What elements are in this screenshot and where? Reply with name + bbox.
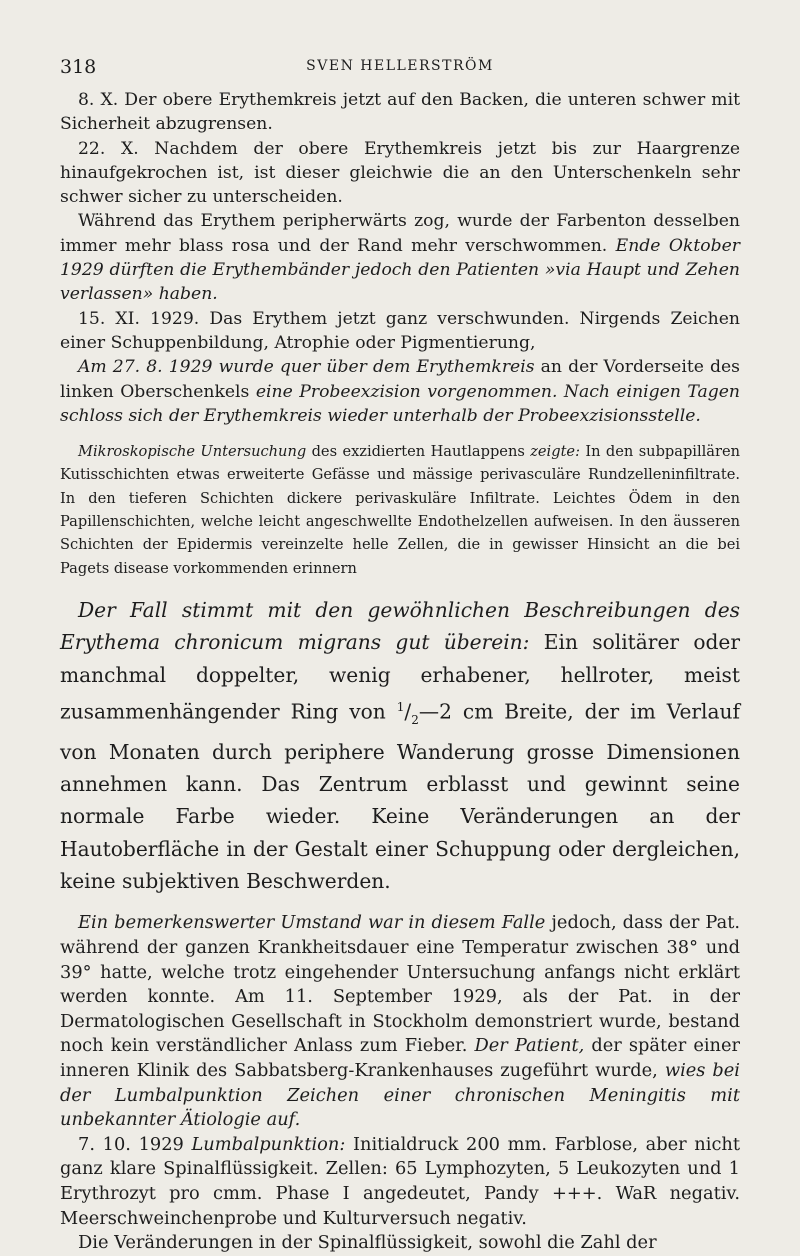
microscopy-paragraph — [60, 440, 740, 580]
remark-text-1: jedoch, dass der Pat. während der ganzen Krankheitsdauer eine Temperatur zwischen 38° und 39° hatte, welche trotz eingehender Untersuchung anfangs nicht erklärt werden konnte. Am 11. September 1929, als der Pat. in der Dermatologischen Gesellschaft in Stockholm demonstriert wurde, bestand noch kein verständlicher Anlass zum Fieber. — [60, 912, 740, 1057]
remark-italic-2: Der Patient, — [474, 1035, 585, 1057]
probeexzision-italic-1: Am 27. 8. 1929 wurde quer über dem Erythemkreis — [78, 357, 535, 378]
erythem-farbe-text: Während das Erythem peripherwärts zog, wurde der Farbenton desselben immer mehr blass rosa und der Rand mehr verschwommen. — [60, 211, 740, 256]
fraction-denominator: 2 — [411, 712, 419, 727]
case-note-22-x: 22. X. Nachdem der obere Erythemkreis jetzt bis zur Haargrenze hinaufgekrochen ist, ist dieser gleichwie die an den Unterschenkeln sehr schwer sicher zu unterscheiden. — [60, 138, 740, 208]
book-page — [60, 52, 740, 1256]
microscopy-text-2: In den subpapillären Kutisschichten etwas erweiterte Gefässe und mässige perivasculäre Rundzelleninfiltrate. In den tieferen Schichten dickere perivaskuläre Infiltrate. Leichtes Ödem in den Papillenschichten, welche leicht angeschwellte Endothelzellen aufweisen. In den äusseren Schichten der Epidermis vereinzelte helle Zellen, die in gewisser Hinsicht an die bei Pagets disease vorkommenden erinnern — [60, 443, 741, 577]
summary-text-1: Ein solitärer oder manchmal doppelter, wenig erhabener, hellroter, meist zusammenhängender Ring von — [60, 630, 740, 724]
microscopy-heading: Mikroskopische Untersuchung — [78, 443, 307, 461]
remark-paragraph — [60, 911, 740, 1132]
lumbar-italic: Lumbalpunktion: — [191, 1133, 346, 1155]
fraction-numerator: 1 — [396, 699, 405, 714]
probeexzision-italic-2: eine Probeexzision vorgenommen. Nach einigen Tagen schloss sich der Erythemkreis wieder unterhalb der Probeexzisionsstelle. — [60, 381, 741, 426]
remark-italic-1: Ein bemerkenswerter Umstand war in diesem Falle — [78, 912, 546, 934]
erythem-farbe-italic: Ende Oktober 1929 dürften die Erythembänder jedoch den Patienten »via Haupt und Zehen verlassen» haben. — [60, 235, 741, 305]
summary-text-2: —2 cm Breite, der im Verlauf von Monaten durch periphere Wanderung grosse Dimensionen annehmen kann. Das Zentrum erblasst und gewinnt seine normale Farbe wieder. Keine Veränderungen an der Hautoberfläche in der Gestalt einer Schuppung oder dergleichen, keine subjektiven Beschwerden. — [60, 699, 741, 894]
running-head: SVEN HELLERSTRÖM — [306, 58, 494, 74]
summary-italic: Der Fall stimmt mit den gewöhnlichen Beschreibungen des Erythema chronicum migrans gut überein: — [60, 597, 740, 655]
case-note-15-xi: 15. XI. 1929. Das Erythem jetzt ganz verschwunden. Nirgends Zeichen einer Schuppenbildung, Atrophie oder Pigmentierung, — [60, 308, 740, 353]
summary-paragraph: Der Fall stimmt mit den gewöhnlichen Beschreibungen des Erythema chronicum migrans gut überein: Ein solitärer oder manchmal doppelter, wenig erhabener, hellroter, meist zusammenhängender Ring von $^1/_2—2$ cm Breite, der im Verlauf von Monaten durch periphere Wanderung grosse Dimensionen annehmen kann. Das Zentrum erblasst und gewinnt seine normale Farbe wieder. Keine Veränderungen an der Hautoberfläche in der Gestalt einer Schuppung oder dergleichen, keine subjektiven Beschwerden. — [60, 597, 741, 894]
probeexzision-text: an der Vorderseite des linken Oberschenkels — [60, 357, 740, 402]
case-note-probeexzision — [60, 355, 740, 428]
lumbar-date: 7. 10. 1929 — [78, 1133, 184, 1155]
lumbar-paragraph — [60, 1133, 740, 1231]
microscopy-text-1: des exzidierten Hautlappens — [311, 443, 525, 461]
case-note-8-x: 8. X. Der obere Erythemkreis jetzt auf den Backen, die unteren schwer mit Sicherheit abzugrensen. — [60, 90, 740, 135]
case-note-erythem-farbe — [60, 209, 740, 306]
page-header — [60, 52, 740, 88]
microscopy-zeigte: zeigte: — [530, 443, 580, 461]
remark-text-2: der später einer inneren Klinik des Sabbatsberg-Krankenhauses zugeführt wurde, — [60, 1035, 740, 1081]
page-number: 318 — [60, 56, 97, 78]
last-line: Die Veränderungen in der Spinalflüssigkeit, sowohl die Zahl der — [78, 1232, 657, 1254]
remark-italic-3: wies bei der Lumbalpunktion Zeichen einer chronischen Meningitis mit unbekannter Ätiologie auf. — [60, 1059, 740, 1131]
lumbar-text: Initialdruck 200 mm. Farblose, aber nicht ganz klare Spinalflüssigkeit. Zellen: 65 Lymphozyten, 5 Leukozyten und 1 Erythrozyt pro cmm. Phase I angedeutet, Pandy +++. WaR negativ. Meerschweinchenprobe und Kulturversuch negativ. — [60, 1133, 740, 1229]
